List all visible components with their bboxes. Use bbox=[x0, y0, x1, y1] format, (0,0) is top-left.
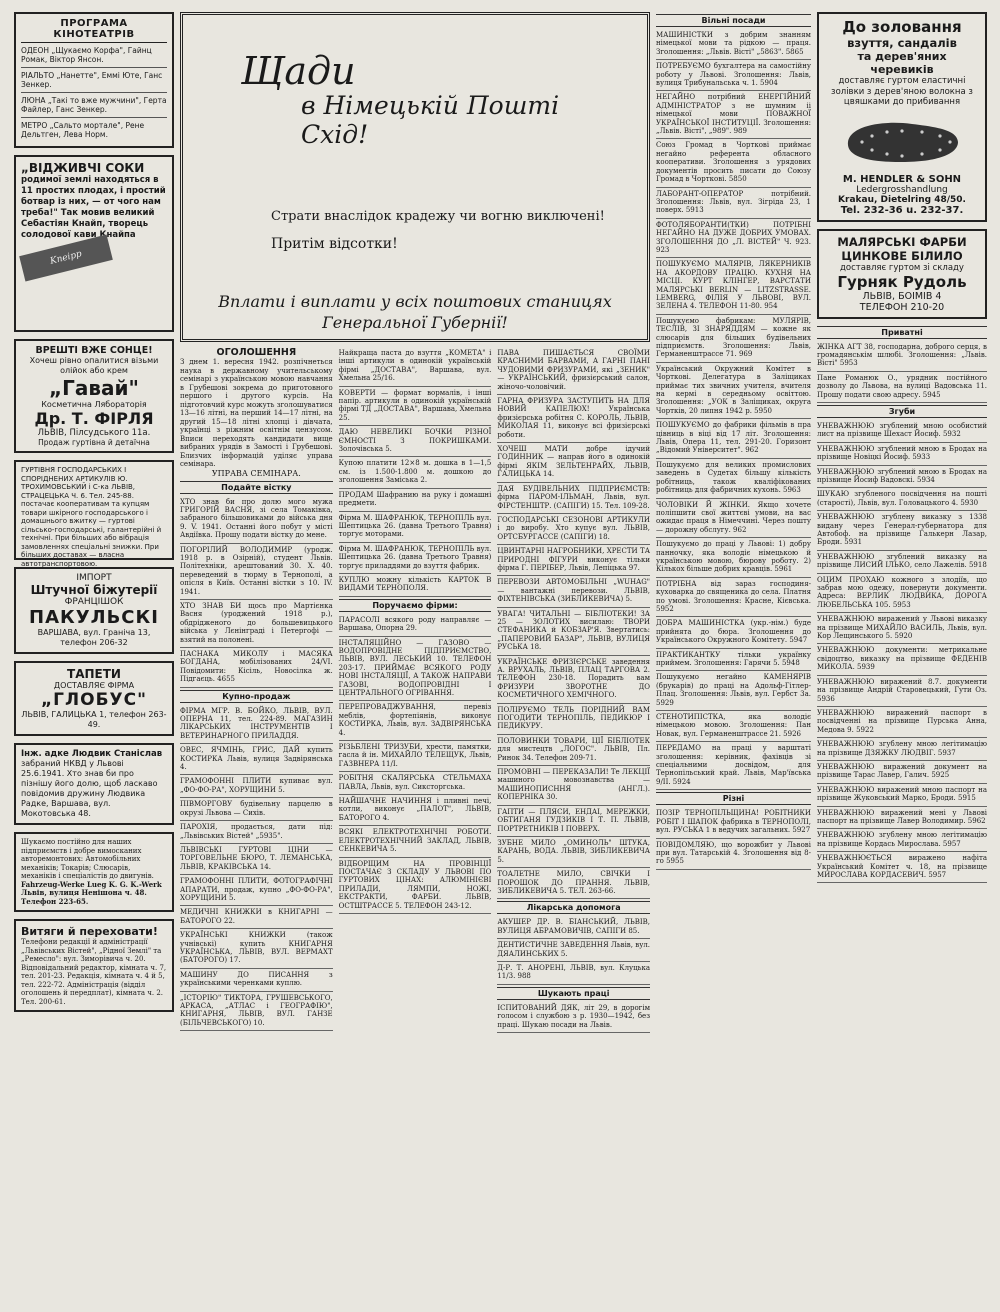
ad-item: ВСЯКІ ЕЛЕКТРОТЕХНІЧНІ РОБОТИ. ЕЛЕКТРОТЕХНІЧНИЙ ЗАКЛАД, ЛЬВІВ, СЕНКЕВИЧА 5. bbox=[339, 826, 492, 857]
ad-item: ЛЬВІВСЬКІ ГУРТОВІ ЦІНИ — ТОРГОВЕЛЬНЕ БЮРО, Т. ЛЕМАНСЬКА, ЛЬВІВ, КРАКІВСЬКА 14. bbox=[180, 844, 333, 875]
ad-item: ПОЛОВИНКИ ТОВАРИ, ЦІЇ БІБЛІОТЕК для мистецтв „ЛОГОС". ЛЬВІВ, Пл. Ринок 34. Телефон 209-71. bbox=[497, 735, 650, 766]
left-column bbox=[14, 12, 174, 1294]
ad-item: ІСПИТОВАНИЙ ДЯК, літ 29, в дорогім голосом і службою з р. 1930—1942, без праці. Шукаю посади на Львів. bbox=[497, 1002, 650, 1033]
lost-item: УНЕВАЖНЮЮ згублений мною в Бродах на прізвище Новіцкі Йосиф. 5933 bbox=[817, 443, 987, 466]
tapety-top: ТАПЕТИ bbox=[67, 667, 121, 681]
ad-item: ФІРМА МГР. В. БОЙКО, ЛЬВІВ, ВУЛ. ОПЕРНА 11, тел. 224-89. МАГАЗИН ЛІКАРСЬКИХ ІНСТРУМЕНТІВ І ВЕТЕРИНАРНОГО ПРИЛАДДЯ. bbox=[180, 705, 333, 745]
ogol-heading: ОГОЛОШЕННЯ bbox=[216, 347, 297, 358]
ad-item: ДЕНТИСТИЧНЕ ЗАВЕДЕННЯ Львів, вул. ДЯАЛИНСЬКИХ 5. bbox=[497, 939, 650, 962]
cinema-entry: РІАЛЬТО „Нанетте", Еммі Юте, Ганс Зенкер. bbox=[21, 68, 167, 93]
ad-item: ПЕРЕВОЗИ АВТОМОБІЛЬНІ „WUHAG" — вантажні перевози. ЛЬВІВ, ФІХТЕНІВСЬКА (ЗИБЛИКЕВИЧА) 5. bbox=[497, 576, 650, 607]
globus-ad bbox=[14, 661, 174, 736]
notice: ХТО знав би про долю мого мужа ГРИГОРІЙ ВАСНЯ, зі села Томаківка, забраного більшовиками до війська дня 9. V. 1941. Останні його побут у місті Авдіївка. Прошу подати вістку до мене. bbox=[180, 496, 333, 544]
ad-item: УВАГА! ЧИТАЛЬНІ — БІБЛІОТЕКИ! ЗА 25 — ЗОЛОТИХ висилаю: ТВОРИ СТЕФАНИКА й КОБЗАР'Я. Звертатись: „ПАПЕРОВИЙ БАЗАР", ЛЬВІВ, ВУЛИЦЯ РУСЬКА 18. bbox=[497, 608, 650, 656]
gavai-address: ЛЬВІВ, Пілсудського 11а. bbox=[37, 428, 151, 438]
private-ad: ЖІНКА АГТ 38, господарна, доброго серця, в громадянськім шлюбі. Зголошення: „Львів. Вісті" 5953 bbox=[817, 341, 987, 372]
shoe-title-1: До золовання bbox=[842, 18, 962, 36]
job-ad: ПЕРЕДАМО на праці у варштаті зголошення: керівник, фахівців зі спеціальними досвідом, для Тернопільський край. Львів, Мар'ївська 9/II. 5924 bbox=[656, 742, 811, 790]
shoe-title-3: та дерев'яних черевиків bbox=[857, 50, 947, 76]
lost-item: УНЕВАЖНЮЮ згублену виказку з 1338 видану через Генерал-губернатора для Автобоф. на прізвище Галькерн Лазар, Броди. 5931 bbox=[817, 511, 987, 551]
ad-item: ГОСПОДАРСЬКІ СЕЗОНОВІ АРТИКУЛИ і до виробу. Хто купує вул. ЛЬВІВ, ОРТСБУРГАССЕ (САПІГИ) 18. bbox=[497, 514, 650, 545]
ad-item: ПАРАСОЛІ всякого роду направляє — Варшава, Опорна 29. bbox=[339, 614, 492, 637]
middle-col-3 bbox=[497, 347, 650, 1033]
trohymovsky-ad: ГУРТІВНЯ ГОСПОДАРСЬКИХ І СПОРІДНЕНИХ АРТИКУЛІВ Ю. ТРОХИМОВСЬКИЙ і С-ка ЛЬВІВ, СТРАЦЕЦЬКА Ч. 6. Тел. 245-88. постачає кооперативам та купцям товари шкірного господарського і домашнього вжитку — гуртові сільсько-господарські, галантерійні й технічні. При більших або вібрація замовленнях спеціальні знижки. При більших доставах — власна автотранспортовою. bbox=[14, 460, 174, 560]
ad-item: КОВЕРТИ — формат вормалів, і інші папір. артикули в одинокій українській фірмі ТД „ДОСТАВА", Варшава, Хмельна 25. bbox=[339, 387, 492, 427]
job-ad: МАШИНІСТКИ з добрим знанням німецької мови та рідкою — праця. Зголошення: „Львів. Вісті" „5863". 5865 bbox=[656, 29, 811, 60]
ad-item: „ІСТОРІЮ" ТИКТОРА, ГРУШЕВСЬКОГО, АРКАСА, „АТЛАС і ГЕОГРАФІЮ", КНИГАРНЯ, ЛЬВІВ, ВУЛ. ГАНЗЕ (БІЛЬЧЕВСЬКОГО) 10. bbox=[180, 992, 333, 1032]
ad-item: Фірма М. ШАФРАНЮК, ТЕРНОПІЛЬ вул. Шептицька 26. (давна Третього Травня) торгує приладдями до взуття фабрик. bbox=[339, 543, 492, 574]
job-ad: Український Окружний Комітет в Чорткові. Делегатура в Заліщиках приймає тих звичних учителя, вчителя на кермі в середньому освіттою. Зголошення: „УОК в Заліщиках, округа Чортків, 20 липня 1942 р. 5950 bbox=[656, 363, 811, 419]
ad-item: РІЗЬБЛЕНІ ТРИЗУБИ, хрести, памятки, гасла й ін. МИХАЙЛО ТЕЛЕЩУК, Львів, ГАЗВНЕРА 11/I. bbox=[339, 741, 492, 772]
gavai-top: ВРЕШТІ ВЖЕ СОНЦЕ! bbox=[35, 345, 153, 356]
lost-item: УНЕВАЖНЮЮ виражений паспорт в посвідченні на прізвище Пурська Анна, Медова 9. 5922 bbox=[817, 707, 987, 738]
notice: ПАСНАКА МИКОЛУ і МАСЯКА БОГДАНА, мобілізованих 24/VI. Повідомити: Кісіль, Новосілка ж. Підгаєць. 4655 bbox=[180, 648, 333, 688]
middle-block bbox=[180, 12, 650, 1294]
ad-item: РОБІТНЯ СКАЛЯРСЬКА СТЕЛЬМАХА ПАВЛА, Львів, вул. Сиксторгська. bbox=[339, 772, 492, 795]
gavai-lab: Косметична Лябораторія bbox=[41, 400, 147, 409]
section-kupno: Купно-продаж bbox=[180, 690, 333, 703]
gavai-doctor: Др. Т. ФІРЛЯ bbox=[34, 409, 154, 428]
lost-item: УНЕВАЖНЮЮ документи: метрикальне свідоцтво, виказку на прізвище ФЕДЕНІВ МИКОЛА. 5939 bbox=[817, 644, 987, 675]
ad-item: КУПЛЮ можну кількість КАРТОК В ВИДАМИ ТЕРНОПОЛЯ. bbox=[339, 574, 492, 597]
fahrzeug-name: Fahrzeug-Werke Lueg K. G. K.-Werk Львів, вулиця Ненішона ч. 48. Телефон 223-65. bbox=[21, 879, 162, 906]
job-ad: ЛАБОРАНТ-ОПЕРАТОР потрібний. Зголошення: Львів, вул. Зігріда 23, 1 поверх. 5913 bbox=[656, 188, 811, 219]
ad-item: ІНСТАЛЯЦІЙНО — ГАЗОВО — ВОДОПРОВІДНЕ ПІДПРИЄМСТВО, ЛЬВІВ, ВУЛ. ЛЕСЬКИЙ 10. ТЕЛЕФОН 203-17. ПРИЙМАЄ ВСЯКОГО РОДУ НОВІ ІНСТАЛЯЦІЇ, А ТАКОЖ НАПРАВИ ГАЗОВІ, ВОДОПРОВІДНІ І ЦЕНТРАЛЬНОГО ОГРІВАННЯ. bbox=[339, 637, 492, 702]
section-zguby: Згуби bbox=[817, 405, 987, 418]
cinema-entry: ОДЕОН „Щукаємо Корфа", Гайнц Ромак, Віктор Янсон. bbox=[21, 43, 167, 68]
cinema-title: ПРОГРАМА КІНОТЕАТРІВ bbox=[21, 18, 167, 43]
ad-item: ПОЛІРУЄМО ТЕЛЬ ПОРІДНИЙ ВАМ ПОГОДИТИ ТЕРНОПІЛЬ, ПЕДИКЮР І ПЕДИКУРУ. bbox=[497, 704, 650, 735]
gavai-cream-ad bbox=[14, 339, 174, 453]
lost-item: УНЕВАЖНЮЮ виражений мені у Львові паспорт на прізвище Лавер Володимир. 5962 bbox=[817, 807, 987, 830]
paint-name: Гурняк Рудоль bbox=[837, 272, 967, 291]
ad-item: МЕДИЧНІ КНИЖКИ в КНИГАРНІ — БАТОРОГО 22. bbox=[180, 906, 333, 929]
ad-item: ПАРОХІЯ, продається, дати під: „Львівських Вістей" „5935". bbox=[180, 821, 333, 844]
job-ad: ПОЗІР ТЕРНОПІЛЬЩИНА! РОБІТНИКИ РОБІТ І ШАПОК фабрика в ТЕРНОПОЛІ, вул. РУСЬКА 1 в ведучих загальних. 5927 bbox=[656, 807, 811, 838]
banner-subtitle: в Німецькій Пошті Схід! bbox=[301, 91, 560, 149]
job-ad: ЧОЛОВІКИ Й ЖІНКИ. Якщо хочете поліпшити свої життєві умови, на вас ожидає праця в Німеччині. Через пошту — дорожну обслугу. 962 bbox=[656, 499, 811, 539]
uprava-sign: УПРАВА СЕМІНАРА. bbox=[211, 468, 301, 478]
shoe-text: доставляє гуртом еластичні золівки з дерев'яною волокна з цвяшками до прибивання bbox=[831, 76, 973, 107]
banner-title: Щади bbox=[241, 49, 356, 93]
ad-item: ДАЮ НЕВЕЛИКІ БОЧКИ РІЗНОЇ ЄМНОСТІ З ПОКРИШКАМИ. Золочівська 5. bbox=[339, 426, 492, 457]
fahrzeug-ad bbox=[14, 832, 174, 912]
section-podaite: Подайте вістку bbox=[180, 481, 333, 494]
gavai-sale: Продаж гуртівна й детаїчна bbox=[38, 438, 150, 447]
ad-item: ЗУБНЕ МИЛО „ОМИНОЛЬ" ШТУКА, КАРАНЬ, ВОДА. ЛЬВІВ, ЗИБЛИКЕВИЧА 5. bbox=[497, 837, 650, 868]
ad-item: МАШИНУ ДО ПИСАННЯ з українськими черенками куплю. bbox=[180, 969, 333, 992]
job-ad: Пошукуємо до праці у Львові: 1) добру панночку, яка володіє німецькою й українською мовою, бюрову роботу. 2) Кількох більше добрих кравців. 5961 bbox=[656, 538, 811, 578]
lost-item: УНЕВАЖНЮЮ згублену мною легітимацію на прізвище ДЗЯЖКУ ЛЮДВІГ. 5937 bbox=[817, 738, 987, 761]
job-ad: ПОТРЕБУЄМО бухгалтера на самостійну роботу у Львові. Зголошення: Львів, вулиця Трибунальська ч. 1. 5904 bbox=[656, 60, 811, 91]
ad-item: ГРАМОФОННІ ПЛИТИ, ФОТОГРАФІЧНІ АПАРАТИ, продаж, купно „ФО-ФО-РА", ХОРУЩИНИ 5. bbox=[180, 875, 333, 906]
ad-item: УКРАЇНСЬКІ КНИЖКИ (також учнівські) купить КНИГАРНЯ УКРАЇНСЬКА, ЛЬВІВ, ВУЛ. ВЕРМАХТ (БАТОРОГО) 17. bbox=[180, 929, 333, 969]
lost-item: ОЦИМ ПРОХАЮ кожного з злодіїв, що забрав мою одежу, повернути документи. Адреса: ВЕРЛИК ЛЮДВИКА, ДОРОГА ЛЮБЕЛЬСЬКА 105. 5953 bbox=[817, 574, 987, 614]
job-ad: ПОТРІБНА від зараз господиня-куховарка до священика до села. Платня по умові. Зголошення: Красне, Кієвська. 5952 bbox=[656, 578, 811, 618]
section-poruch: Поручаємо фірми: bbox=[339, 599, 492, 612]
job-ad: СТЕНОТИПІСТКА, яка володіє німецькою мовою. Зголошення: Пан Новак, вул. Германенштрассе 21. 5926 bbox=[656, 711, 811, 742]
radke-notice bbox=[14, 743, 174, 825]
ad-item: ТОАЛЕТНЕ МИЛО, СВІЧКИ І ПОРОШОК ДО ПРАННЯ. ЛЬВІВ, ЗИБЛИКЕВИЧА 5. ТЕЛ. 263-66. bbox=[497, 868, 650, 899]
paint-phone: ТЕЛЕФОН 210-20 bbox=[859, 301, 945, 313]
ad-item: УКРАЇНСЬКЕ ФРИЗІЄРСЬКЕ заведення А. ВРУХАЛЬ, ЛЬВІВ, ПЛАЦ ТАРГОВА 2. ТЕЛЕФОН 230-18. Порадить вам ФРИЗУРИ ЗВОРОТНЕ ДО КОСМЕТИЧНОГО ХЕМІЧНОГО. bbox=[497, 656, 650, 704]
ad-item: Найкраща паста до взуття „КОМЕТА" і інші артикули в одинокій українській фірмі „ДОСТАВА", Варшава, вул. Хмельна 25/16. bbox=[339, 347, 492, 387]
right-column bbox=[817, 12, 987, 1294]
private-ad: Пане Романюк О., урядник постійного дозволу до Львова, на вулиці Вадовська 11. Прошу подати свою адресу. 5945 bbox=[817, 372, 987, 403]
job-ad: ПОШУКУЄМО МАЛЯРІВ, ЛЯКЕРНИКІВ НА АКОРДОВУ ПРАЦЮ. КУХНЯ НА МІСЦІ. КУРТ КЛІНГЕР, ВАРСТАТИ МАЛЯРСЬКІ BERLIN — LITZSTRASSE. LEMBERG, ФІЛІЯ У ЛЬВОВІ, ВУЛ. ЗЕЛЕНА 4. ТЕЛЕФОН 11-80. 954 bbox=[656, 258, 811, 314]
hendler-shoe-ad bbox=[817, 12, 987, 222]
import-firm: ФРАНЦІШОК bbox=[64, 597, 124, 607]
job-ad: ДОБРА МАШИНІСТКА (укр.-нім.) буде прийнята до бюра. Зголошення до Українського Окружного Комітету. 5947 bbox=[656, 617, 811, 648]
ad-item: НАЙШАЧНЕ НАЧИННЯ і пливні печі, котли, виконує „ПАЛОТ", ЛЬВІВ, БАТОРОГО 4. bbox=[339, 795, 492, 826]
kneipp-coffee-ad bbox=[14, 155, 174, 332]
ad-item: ОВЕС, ЯЧМІНЬ, ГРИС, ДАЙ купить КОСТИРКА Львів, вулиця Задвірянська 4. bbox=[180, 744, 333, 775]
lost-item: УНЕВАЖНЮЄТЬСЯ виражено нафіта Український Комітет ч. 18, на прізвище МИРОСЛАВА КОРДАСЕВИЧ. 5957 bbox=[817, 852, 987, 883]
shoe-firm: M. HENDLER & SOHN bbox=[842, 173, 962, 185]
gavai-text: Хочеш рівно опалитися візьми олійок або крем bbox=[29, 356, 159, 375]
job-ad: ФОТОЛЯБОРАНТИ(ТКИ) ПОТРІБНІ НЕГАЙНО НА ДУЖЕ ДОБРИХ УМОВАХ. ЗГОЛОШЕННЯ ДО „Л. ВІСТЕЙ" Ч. 923. 923 bbox=[656, 219, 811, 259]
ad-item: ПІВМОРГОВУ будівельну парцелю в окрузі Львова — Сихів. bbox=[180, 798, 333, 821]
ad-item: ПРОМОВНІ — ПЕРЕКАЗАЛИ! Те ЛЕКЦІЇ машиного мовознавства — МАШИНОПИСННЯ (АНГЛ.). КОПЕРНІКА 30. bbox=[497, 766, 650, 806]
import-name: ПАКУЛЬСКІ bbox=[29, 607, 159, 628]
banner-line-4: Генеральної Губернії! bbox=[322, 313, 508, 332]
gavai-name: „Гавай" bbox=[49, 376, 139, 400]
lost-item: УНЕВАЖНЮЮ виражений документ на прізвище Тарас Лавер, Галич. 5925 bbox=[817, 761, 987, 784]
lost-item: УНЕВАЖНЮЮ згублений мною в Бродах на прізвище Йосиф Вадовскі. 5934 bbox=[817, 466, 987, 489]
lost-item: ШУКАЮ згубленого посвідчення на пошті (старості), Львів, вул. Головацького 4. 5930 bbox=[817, 488, 987, 511]
job-ad: Пошукуємо негайно КАМЕНЯРІВ (брукарів) до праці на Адольф-Гітлер-Плац. Зголошення: Львів, вул. Гербст 3а. 5929 bbox=[656, 671, 811, 711]
job-ad: Пошукуємо фабрикам: МУЛЯРІВ, ТЕСЛІВ, ЗІ ЗНАРЯДДЯМ — кожне як слюсарів для більших будівельних підприємств. Зголошення: Львів, Германенштрассе 71. 969 bbox=[656, 315, 811, 363]
jobs-list bbox=[656, 29, 811, 870]
paint-sub: доставляє гуртом зі складу bbox=[840, 262, 964, 273]
coffee-pack-image: Kneipp bbox=[19, 234, 113, 281]
cinema-entry: МЕТРО „Сальто мортале", Рене Дельтген, Лева Норм. bbox=[21, 121, 145, 139]
lost-item: УНЕВАЖНЮЮ згублений виказку на прізвище ЛИСИЙ ІЛЬКО, село Лажелів. 5918 bbox=[817, 551, 987, 574]
tapety-sub: ДОСТАВЛЯЄ ФІРМА bbox=[53, 681, 135, 690]
ad-item: ПРОДАМ Шафранию на руку і домашні предмети. bbox=[339, 489, 492, 512]
fahrzeug-text: Шукаємо постійно для наших підприємств і добре вимосканих авторемонтових: Автомобільних механіків; Токарів; Слюсарів, механіків і спеціалістів до двигунів. bbox=[21, 838, 154, 880]
middle-columns bbox=[180, 347, 650, 1033]
radke-title: Інж. адке Людвик Станіслав bbox=[21, 749, 163, 759]
job-ad: ПОВІДОМЛЯЮ, що ворожбит у Львові при вул. Татарській 4. Зголошення від 8-го 5955 bbox=[656, 839, 811, 870]
middle-col-1 bbox=[180, 347, 333, 1033]
tapety-address: ЛЬВІВ, ГАЛИЦЬКА 1, телефон 263-49. bbox=[21, 710, 167, 729]
shoe-sole-icon bbox=[842, 112, 962, 170]
ad-item: ГАПТИ — ПЛЯСИ, ЕНДАІ, МЕРЕЖКИ, ОБТИГАНЯ ГУДЗИКІВ І Т. П. ЛЬВІВ, ПОРТРЕТНИКІВ І ПОВЕРХ. bbox=[497, 806, 650, 837]
lost-list bbox=[817, 420, 987, 883]
import-address: ВАРШАВА, вул. Граніча 13, телефон 206-32 bbox=[37, 628, 151, 647]
radke-text: забраний НКВД у Львові 25.6.1941. Хто знав би про пізнішу його долю, щоб ласкаво повідомив дружину Людвика Радке, Варшава, вул. Мокотовська 48. bbox=[21, 759, 158, 818]
ogol-text: З днем 1. вересня 1942. розпічнеться наука в державному учительському семінарі з українською мовою навчання в Грубешові зокрема до приготовного першого і другого курсів. На підготовчий курс можуть зголошуватися 13—16 літні, на перший 14—17 літні, на другий 15—18 літні хлопці і дівчата, українці з ріжним освітнім цензусом. Вписи переходять кандидати вище вибраних урядів в Замості і Грубешові. Близчих інформацій уділяє управа семінара. bbox=[180, 358, 333, 468]
section-likar: Лікарська допомога bbox=[497, 901, 650, 914]
paint-title-1: МАЛЯРСЬКІ ФАРБИ bbox=[837, 234, 967, 249]
import-top: ІМПОРТ bbox=[76, 573, 112, 583]
shoe-address: Krakau, Dietelring 48/50. bbox=[838, 194, 966, 205]
job-ad: ПРАКТИКАНТКУ тільки українку приймем. Зголошення: Гарячи 5. 5948 bbox=[656, 649, 811, 672]
cinema-program-ad bbox=[14, 12, 174, 148]
banner-line-2: Притім відсотки! bbox=[271, 236, 398, 252]
middle-col-2 bbox=[339, 347, 492, 1033]
ad-item: ХОЧЕШ МАТИ добре ідучий ГОДИННИК — направ його в одинокій фірмі ЯКІМ ЗЕЛЬТЕНРАЙХ, ЛЬВІВ, ГАЛИЦЬКА 14. bbox=[497, 443, 650, 483]
ad-item: АКУШЕР ДР. В. БІАНСЬКИЙ, ЛЬВІВ, ВУЛИЦЯ АБРАМОВИЧІВ, САПІГИ 85. bbox=[497, 916, 650, 939]
job-ad: Союз Громад в Чорткові приймає негайно референта обласного кооперативи. Зголошення з урядових документів просить писати до Союзу Громад в Чорткові. 5850 bbox=[656, 139, 811, 187]
ad-item: ГАРНА ФРИЗУРА ЗАСТУПИТЬ НА ДЛЯ НОВИЙ КАПЕЛЮХ! Українська фризієрська робітня С. КОРОЛЬ, ЛЬВІВ, МИКОЛАЯ 11, виконує всі фризієрські роботи. bbox=[497, 395, 650, 443]
cinema-entry: ЛЮНА „Такі то вже мужчини", Герта Файлер, Ганс Зенкер. bbox=[21, 93, 167, 118]
cutout-title: Витяги й переховати! bbox=[21, 925, 158, 938]
tapety-name: „ГЛОБУС" bbox=[41, 690, 147, 710]
section-pryvatni: Приватні bbox=[817, 326, 987, 339]
cutout-text: Телефони редакції й адміністрації „Львівських Вістей", „Рідної Землі" та „Ремесло": вул. Зиморівича ч. 20. Відповідальний редактор, кімната ч. 7, тел. 201-23. Редакція, кімната ч. 4 й 5, тел. 222-72. Адміністрація (відділ оголошень й передплат), кімната ч. 2. Тел. 200-61. bbox=[21, 938, 167, 1006]
paint-title-2: ЦИНКОВЕ БІЛИЛО bbox=[841, 248, 963, 263]
ad-item: ЦВИНТАРНІ НАГРОБНИКИ, ХРЕСТИ ТА ПРИРОДНІ ФІГУРИ виконує тільки фірма Г. ПЕРІБЕР, Львів, Лепіцька 97. bbox=[497, 545, 650, 576]
jobs-column bbox=[656, 12, 811, 1294]
section-rizni: Різні bbox=[656, 792, 811, 805]
shoe-sub: Ledergrosshandlung bbox=[856, 184, 948, 195]
juice-title: „ВІДЖИВЧІ СОКИ bbox=[21, 161, 145, 175]
post-savings-banner bbox=[180, 12, 650, 342]
lost-item: УНЕВАЖНЮЮ виражений у Львові виказку на прізвище МИХАЙЛО ВАСИЛЬ, Львів, вул. Кор Лещинського 5. 5920 bbox=[817, 613, 987, 644]
pakulski-ad bbox=[14, 567, 174, 654]
shoe-title-2: взуття, сандалів bbox=[847, 36, 957, 50]
ad-item: Д-Р. Т. АНОРЕНІ, ЛЬВІВ, вул. Клуцька 11/3. 988 bbox=[497, 962, 650, 985]
ad-item: Фірма М. ШАФРАНЮК, ТЕРНОПІЛЬ вул. Шептицька 26. (давна Третього Травня) торгує моторами. bbox=[339, 512, 492, 543]
lost-item: УНЕВАЖНЮЮ згублений мною особистий лист на прізвище Шехаст Йосиф. 5932 bbox=[817, 420, 987, 443]
ad-item: ГРАМОФОННІ ПЛИТИ купиває вул. „ФО-ФО-РА", ХОРУЩИНИ 5. bbox=[180, 775, 333, 798]
ad-item: ПАВА ПИШАЄТЬСЯ СВОЇМИ КРАСНИМИ БАРВАМИ, А ГАРНІ ПАНІ ЧУДОВИМИ ФРИЗУРАМИ, які „ЗЕНИК" — УКРАЇНСЬКИЙ, фризієрський салон, жіночо-чоловічий. bbox=[497, 347, 650, 395]
section-vilni: Вільні посади bbox=[656, 14, 811, 27]
ad-item: Купою платити 12×8 м. дошка в 1—1,5 см. із 1.500-1.800 м. дошкою до зголошення Заміська 2. bbox=[339, 457, 492, 488]
import-title: Штучної біжутерії bbox=[30, 583, 158, 597]
job-ad: НЕГАЙНО потрібний ЕНЕРГІЙНИЙ АДМІНІСТРАТОР з не шумним іі німецької мови ПОВАЖНОЇ УКРАЇНСЬКОЇ ІНСТИТУЦІЇ. Зголошення: „Львів. Вісті", „989". 989 bbox=[656, 91, 811, 139]
banner-line-1: Страти внаслідок крадежу чи вогню виключені! bbox=[271, 209, 605, 224]
redaction-phones bbox=[14, 919, 174, 1012]
lost-item: УНЕВАЖНЮЮ згублену мною легітимацію на прізвище Кордась Мирослава. 5957 bbox=[817, 829, 987, 852]
ad-item: ВІДБОРЩИМ НА ПРОВІНЦІЇ ПОСТАЧАЄ З СКЛАДУ У ЛЬВОВІ ПО ГУРТОВИХ ЦІНАХ: АЛЮМІНІЄВІ ПРИЛАДИ, ЛЯМПИ, НОЖІ, ЕКСТРАКТИ, ФАРБИ. ЛЬВІВ, ОСТШТРАССЕ 5. ТЕЛЕФОН 243-12. bbox=[339, 858, 492, 914]
section-shuk: Шукають праці bbox=[497, 987, 650, 1000]
paint-address: ЛЬВІВ, БОІМІВ 4 bbox=[862, 290, 942, 302]
lost-item: УНЕВАЖНЮЮ виражений мною паспорт на прізвище Жуковський Марко, Броди. 5915 bbox=[817, 784, 987, 807]
banner-line-3: Вплати і виплати у всіх поштових станицях bbox=[218, 292, 612, 311]
paint-ad bbox=[817, 229, 987, 319]
juice-text: родимої землі находяться в 11 простих плодах, і простий ботвар із них, — от чого нам треба!" Так мовив великий Себастіян Кнайп, творець солодової кави Кнайпа bbox=[21, 175, 166, 240]
ad-item: ПЕРЕПРОВАДЖУВАННЯ, перевіз меблів, фортепіянів, виконує КОСТИРКА, Львів, вул. ЗАДВІРЯНСЬКА 4. bbox=[339, 701, 492, 741]
notice: ПОГОРІЛИЙ ВОЛОДИМИР (уродж. 1918 р. в Озірній), студент Львів. Політехніки, арештований 30. X. 40. переведений в тюрму в Тернополі, а опісля в Київ. Останні вістки з 10. IV. 1941. bbox=[180, 544, 333, 600]
shoe-phone: Tel. 232-36 u. 232-37. bbox=[840, 204, 964, 216]
notice: ХТО ЗНАВ БИ щось про Мартієнка Васня (уроджений 1918 р.), обдрідженого до большевицького війська у Лєнінграді і Петергофі — взятий на полонені. bbox=[180, 600, 333, 648]
job-ad: Пошукуємо для великих промислових заведень в Судетах більшу кількість робітниць, також кваліфікованих робітниць для фабричних кухонь. 5963 bbox=[656, 459, 811, 499]
job-ad: ПОШУКУЄМО до фабрики фільмів в пра цівниць в віці від 17 літ. Зголошення: Львів, Опера 11, тел. 291-20. Горизонт „Відомий Університет". 962 bbox=[656, 419, 811, 459]
ad-item: ДАЯ БУДІВЕЛЬНИХ ПІДПРИЄМСТВ: фірма ПАРОМ-ІЛЬМАН, Львів, вул. ФІРСТЕНШТР. (САПІГИ) 15. Тел. 109-28. bbox=[497, 483, 650, 514]
lost-item: УНЕВАЖНЮЮ виражений 8.7. документи на прізвище Андрій Старовецький, Гути Оз. 5936 bbox=[817, 676, 987, 707]
